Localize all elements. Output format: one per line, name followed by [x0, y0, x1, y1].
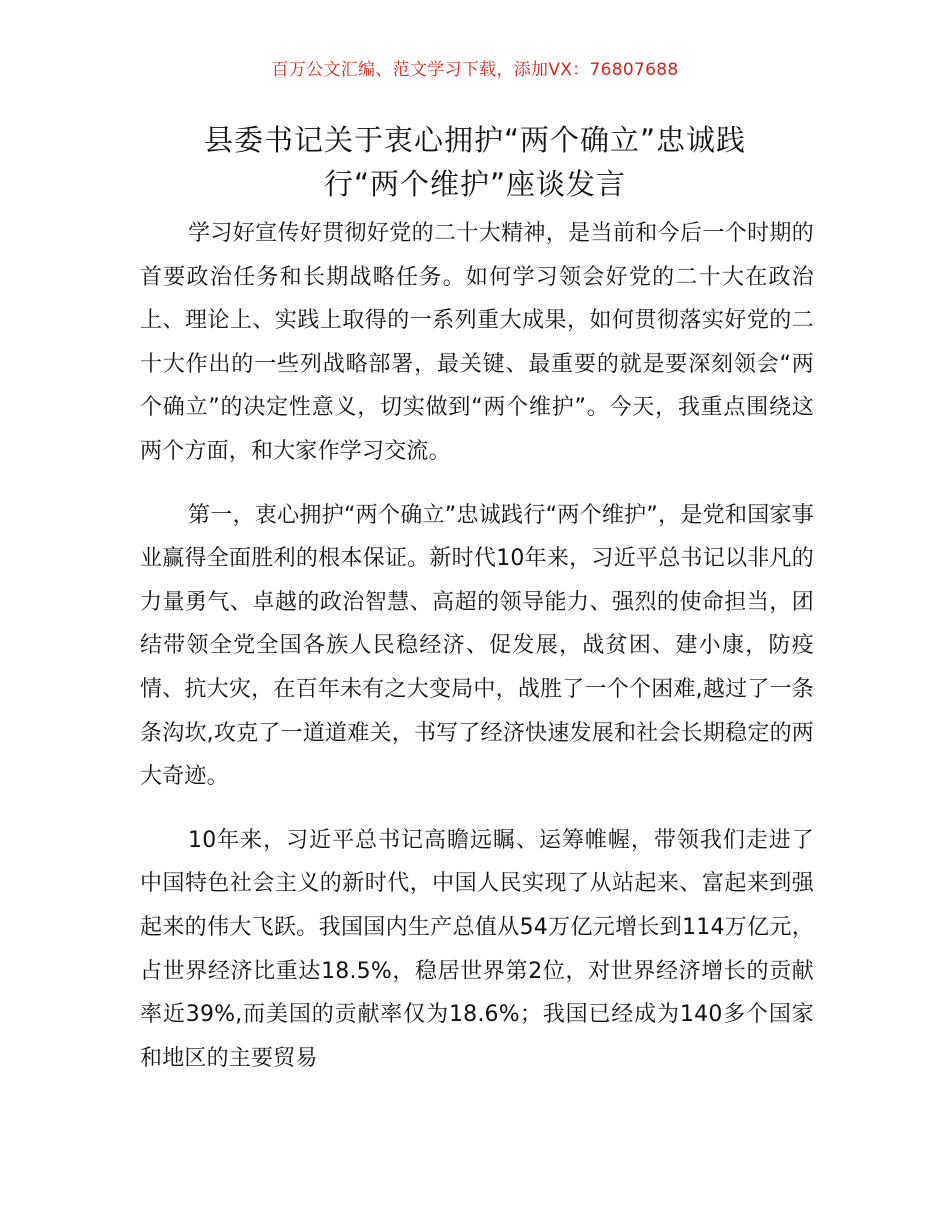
- header-note: 百万公文汇编、范文学习下载，添加VX：76807688: [271, 60, 679, 80]
- paragraph-3: 10年来，习近平总书记高瞻远瞩、运筹帷幄，带领我们走进了中国特色社会主义的新时代，中国人民实现了从站起来、富起来到强起来的伟大飞跃。我国国内生产总值从54万亿元增长到114万亿元，占世界经济比重达18.5%，稳居世界第2位，对世界经济增长的贡献率近39%,而美国的贡献率仅为18.6%；我国已经成为140多个国家和地区的主要贸易: [140, 827, 814, 1071]
- paragraph-1: 学习好宣传好贯彻好党的二十大精神，是当前和今后一个时期的首要政治任务和长期战略任务。如何学习领会好党的二十大在政治上、理论上、实践上取得的一系列重大成果，如何贯彻落实好党的二十大作出的一些列战略部署，最关键、最重要的就是要深刻领会“两个确立”的决定性意义，切实做到“两个维护”。今天，我重点围绕这两个方面，和大家作学习交流。: [140, 221, 814, 464]
- document-body: [140, 212, 814, 1100]
- document-title: [140, 118, 810, 206]
- title-line-2: 行“两个维护”座谈发言: [323, 167, 627, 201]
- paragraph-2: 第一，衷心拥护“两个确立”忠诚践行“两个维护”，是党和国家事业赢得全面胜利的根本保证。新时代10年来，习近平总书记以非凡的力量勇气、卓越的政治智慧、高超的领导能力、强烈的使命担当，团结带领全党全国各族人民稳经济、促发展，战贫困、建小康，防疫情、抗大灾，在百年未有之大变局中，战胜了一个个困难,越过了一条条沟坎,攻克了一道道难关，书写了经济快速发展和社会长期稳定的两大奇迹。: [140, 502, 814, 790]
- title-line-1: 县委书记关于衷心拥护“两个确立”忠诚践: [203, 123, 747, 157]
